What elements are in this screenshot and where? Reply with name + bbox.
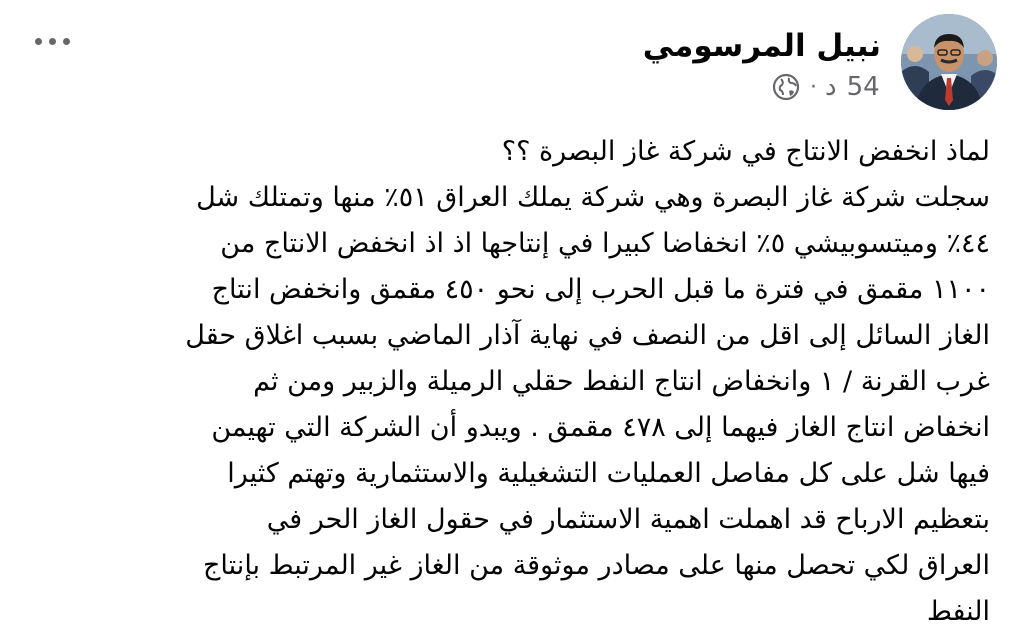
post-text-line: العراق لكي تحصل منها على مصادر موثوقة من الغاز غير المرتبط بإنتاج: [203, 550, 990, 581]
avatar-photo: [901, 14, 997, 110]
more-options-icon-dot: [49, 38, 56, 45]
post-text-line: ٤٤٪ وميتسوبيشي ٥٪ انخفاضا كبيرا في إنتاجها اذ اذ انخفض الانتاج من: [220, 228, 990, 259]
more-options-icon-dot: [63, 38, 70, 45]
post-text: [38, 129, 990, 635]
post-text-line: سجلت شركة غاز البصرة وهي شركة يملك العراق ٥١٪ منها وتمتلك شل: [196, 182, 990, 213]
post-text-line: انخفاض انتاج الغاز فيهما إلى ٤٧٨ مقمق . ويبدو أن الشركة التي تهيمن: [211, 412, 990, 443]
post-meta: [772, 70, 880, 104]
globe-icon[interactable]: [772, 73, 800, 101]
more-options-icon-dot: [35, 38, 42, 45]
post-text-line: غرب القرنة / ١ وانخفاض انتاج النفط حقلي الرميلة والزبير ومن ثم: [253, 366, 990, 397]
more-options-button[interactable]: [28, 24, 76, 58]
post-text-line: الغاز السائل إلى اقل من النصف في نهاية آذار الماضي بسبب اغلاق حقل: [185, 320, 990, 351]
post-text-line: لماذ انخفض الانتاج في شركة غاز البصرة ؟؟: [501, 136, 990, 167]
author-name[interactable]: نبيل المرسومي: [642, 28, 881, 64]
post-text-line: فيها شل على كل مفاصل العمليات التشغيلية والاستثمارية وتهتم كثيرا: [227, 458, 990, 489]
author-avatar[interactable]: [901, 14, 997, 110]
post-text-line: النفط: [926, 596, 990, 627]
post-timestamp[interactable]: 54: [846, 72, 880, 102]
time-unit: د: [825, 72, 837, 102]
post-text-line: ١١٠٠ مقمق في فترة ما قبل الحرب إلى نحو ٤٥٠ مقمق وانخفض انتاج: [211, 274, 990, 305]
meta-separator: ·: [810, 74, 817, 100]
post-text-line: بتعظيم الارباح قد اهملت اهمية الاستثمار في حقول الغاز الحر في: [266, 504, 990, 535]
